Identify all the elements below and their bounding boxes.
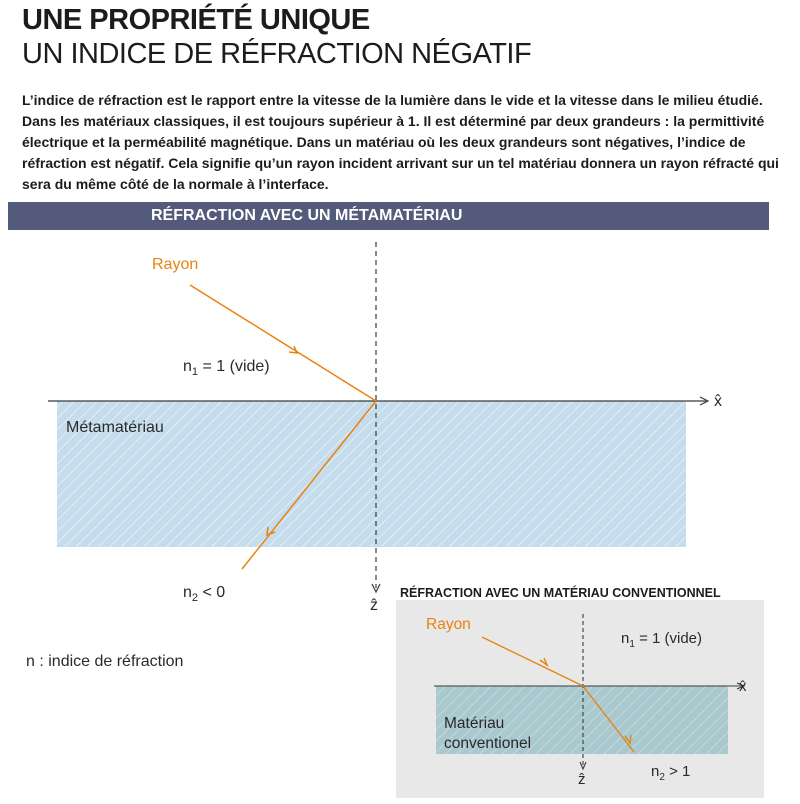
- inset-z-axis-label: ẑ: [578, 771, 586, 788]
- n1-label: $n_1 = 1$ (vide): [183, 358, 270, 378]
- inset-n1-label: $n_1 = 1$ (vide): [621, 630, 703, 650]
- page-subtitle: UN INDICE DE RÉFRACTION NÉGATIF: [22, 38, 532, 70]
- inset-ray-label: Rayon: [426, 616, 471, 633]
- intro-paragraph: L’indice de réfraction est le rapport entre la vitesse de la lumière dans le vide et la vitesse dans le milieu étudié. Dans les matériaux classiques, il est toujours supérieur à 1. Il est déterminé par deux grandeurs : la permittivité électrique et la perméabilité magnétique. Dans un matériau où les deux grandeurs sont négatives, l’indice de réfraction est négatif. Cela signifie qu’un rayon incident arrivant sur un tel matériau donnera un rayon réfracté qui sera du même côté de la normale à l’interface.: [22, 92, 779, 192]
- inset-material-label-line2: conventionel: [444, 735, 532, 752]
- incident-ray: [190, 285, 376, 401]
- inset-title: RÉFRACTION AVEC UN MATÉRIAU CONVENTIONNEL: [400, 586, 721, 600]
- inset-material-label-line1: Matériau: [444, 715, 505, 732]
- ray-label: Rayon: [152, 256, 199, 273]
- n2-label: $n_2 < 0$: [183, 584, 226, 604]
- section-band-title: RÉFRACTION AVEC UN MÉTAMATÉRIAU: [151, 207, 463, 224]
- inset-x-axis-label: x̂: [739, 678, 747, 695]
- page-title: UNE PROPRIÉTÉ UNIQUE: [22, 4, 370, 36]
- x-axis-label: x̂: [714, 393, 722, 410]
- legend-note: n : indice de réfraction: [26, 653, 184, 670]
- inset-n2-label: $n_2 > 1$: [651, 763, 691, 783]
- z-axis-label: ẑ: [370, 597, 378, 614]
- metamaterial-label: Métamatériau: [66, 419, 164, 436]
